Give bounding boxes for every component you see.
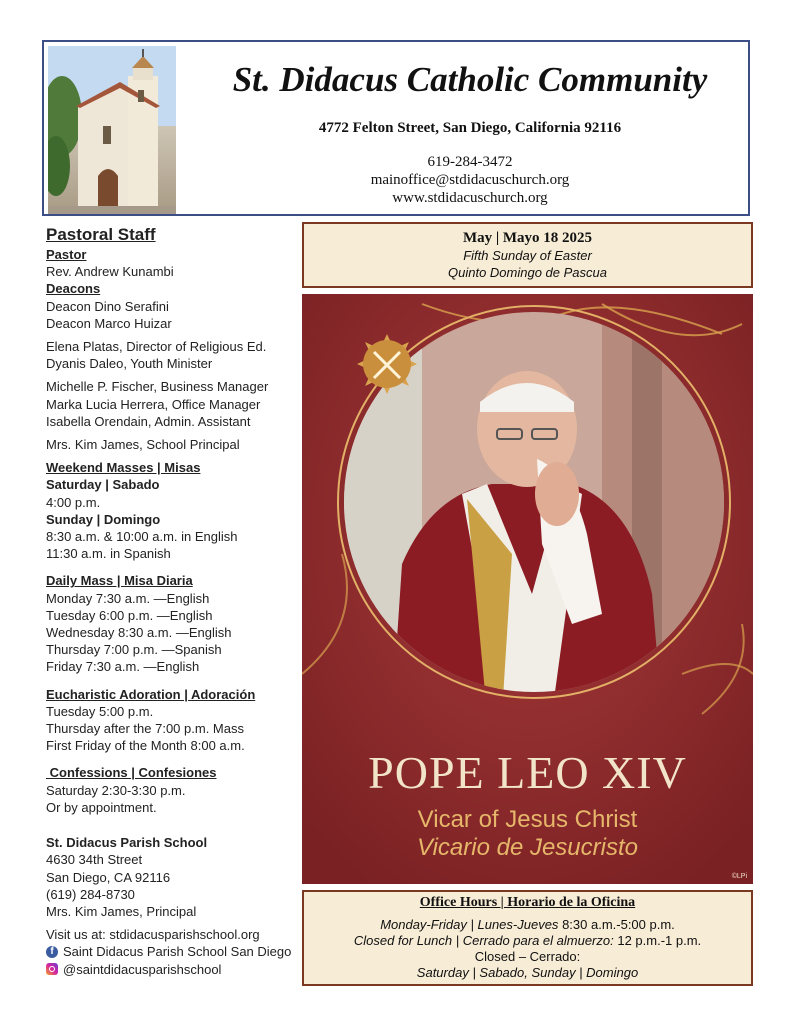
date-box (302, 222, 753, 288)
closed-days: Saturday | Sabado, Sunday | Domingo (416, 965, 639, 980)
instagram-link[interactable] (46, 961, 296, 978)
church-address: 4772 Felton Street, San Diego, California 92116 (318, 120, 622, 136)
poster-subtitle-es: Vicario de Jesucristo (417, 834, 638, 861)
school-street: 4630 34th Street (46, 852, 143, 868)
pope-poster (302, 294, 753, 884)
instagram-icon (46, 963, 58, 975)
staff-member: Elena Platas, Director of Religious Ed. (46, 339, 267, 355)
poster-credit: ©LPi (731, 873, 747, 880)
office-hours-box (302, 890, 753, 986)
website-link[interactable]: www.stdidacuschurch.org (392, 190, 548, 206)
sidebar (46, 224, 296, 978)
poster-title: POPE LEO XIV (368, 747, 687, 798)
daily-mass-item: Thursday 7:00 p.m. —Spanish (46, 642, 222, 658)
weekend-masses-heading: Weekend Masses | Misas (46, 460, 201, 476)
phone-number: 619-284-3472 (427, 154, 513, 170)
pastoral-staff-heading: Pastoral Staff (46, 225, 156, 244)
weekday-label: Monday-Friday | Lunes-Jueves (380, 917, 559, 932)
church-photo (48, 46, 176, 214)
daily-mass-heading: Daily Mass | Misa Diaria (46, 573, 193, 589)
email-address: mainoffice@stdidacuschurch.org (370, 172, 570, 188)
weekday-time: 8:30 a.m.-5:00 p.m. (562, 917, 675, 932)
daily-mass-item: Tuesday 6:00 p.m. —English (46, 607, 213, 623)
daily-mass-item: Monday 7:30 a.m. —English (46, 590, 210, 606)
facebook-icon: f (46, 946, 58, 958)
church-title: St. Didacus Catholic Community (232, 60, 708, 99)
keys-seal-icon (357, 334, 417, 394)
staff-member: Isabella Orendain, Admin. Assistant (46, 413, 251, 429)
adoration-item: Tuesday 5:00 p.m. (46, 703, 154, 719)
school-principal: Mrs. Kim James, Principal (46, 903, 197, 919)
bulletin-date: May | Mayo 18 2025 (462, 230, 593, 246)
saturday-time: 4:00 p.m. (46, 494, 101, 510)
staff-member: Mrs. Kim James, School Principal (46, 437, 240, 453)
school-phone: (619) 284-8730 (46, 886, 135, 902)
confession-item: Saturday 2:30-3:30 p.m. (46, 782, 186, 798)
staff-member: Michelle P. Fischer, Business Manager (46, 379, 269, 395)
saturday-label: Saturday | Sabado (46, 477, 160, 493)
daily-mass-item: Wednesday 8:30 a.m. —English (46, 625, 232, 641)
deacons-heading: Deacons (46, 281, 101, 297)
closed-label: Closed – Cerrado: (474, 949, 581, 964)
sunday-time: 11:30 a.m. in Spanish (46, 546, 171, 562)
daily-mass-item: Friday 7:30 a.m. —English (46, 659, 200, 675)
confession-item: Or by appointment. (46, 799, 157, 815)
lunch-hours (304, 933, 751, 949)
facebook-link[interactable] (46, 943, 296, 960)
adoration-item: Thursday after the 7:00 p.m. Mass (46, 721, 244, 737)
deacon-name: Deacon Dino Serafini (46, 298, 169, 314)
staff-member: Marka Lucia Herrera, Office Manager (46, 396, 261, 412)
poster-subtitle-en: Vicar of Jesus Christ (417, 806, 638, 833)
sunday-label: Sunday | Domingo (46, 511, 161, 527)
office-hours-title: Office Hours | Horario de la Oficina (419, 895, 636, 910)
instagram-label: @saintdidacusparishschool (63, 961, 222, 977)
school-heading: St. Didacus Parish School (46, 835, 208, 851)
liturgical-day-es: Quinto Domingo de Pascua (448, 265, 607, 280)
pastor-heading: Pastor (46, 247, 87, 262)
adoration-heading: Eucharistic Adoration | Adoración (46, 686, 256, 702)
adoration-item: First Friday of the Month 8:00 a.m. (46, 738, 245, 754)
lunch-label: Closed for Lunch | Cerrado para el almuerzo: (353, 933, 614, 948)
deacon-name: Deacon Marco Huizar (46, 315, 172, 331)
confessions-heading: Confessions | Confesiones (46, 765, 217, 781)
header-box (42, 40, 750, 216)
liturgical-day-en: Fifth Sunday of Easter (463, 248, 592, 263)
weekday-hours (304, 917, 751, 933)
pastor-name: Rev. Andrew Kunambi (46, 264, 174, 280)
school-website-link[interactable]: Visit us at: stdidacusparishschool.org (46, 927, 260, 943)
school-city: San Diego, CA 92116 (46, 869, 171, 885)
facebook-label: Saint Didacus Parish School San Diego (63, 944, 292, 960)
sunday-time: 8:30 a.m. & 10:00 a.m. in English (46, 529, 238, 545)
staff-member: Dyanis Daleo, Youth Minister (46, 356, 213, 372)
lunch-time: 12 p.m.-1 p.m. (617, 933, 702, 948)
